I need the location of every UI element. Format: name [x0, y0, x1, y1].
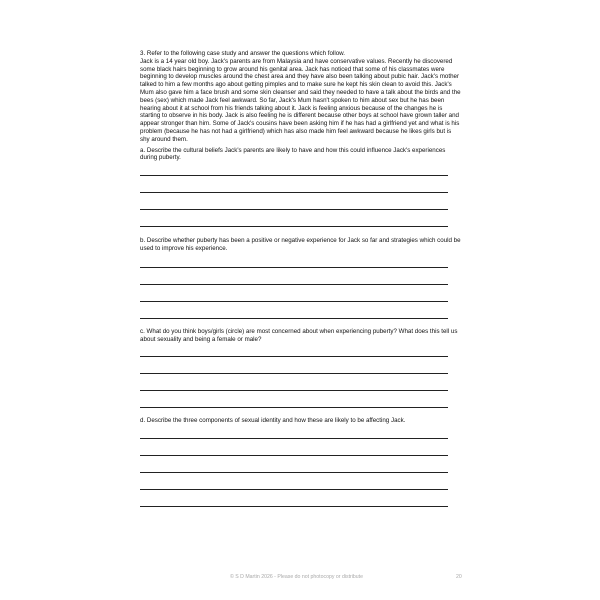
question-c: [140, 328, 462, 409]
question-a: [140, 147, 462, 228]
answer-line[interactable]: [140, 301, 448, 302]
case-study-heading: 3. Refer to the following case study and answer the questions which follow.: [140, 50, 345, 57]
answer-line[interactable]: [140, 472, 448, 473]
page-number: 20: [456, 574, 462, 580]
answer-line[interactable]: [140, 356, 448, 357]
answer-line[interactable]: [140, 175, 448, 176]
question-d: [140, 417, 462, 507]
answer-line[interactable]: [140, 192, 448, 193]
question-a-answer-area[interactable]: [140, 175, 462, 227]
case-study-text: Jack is a 14 year old boy. Jack's parents are from Malaysia and have conservative values. Recently he discovered some black hairs beginning to grow around his genital area. Jack has noticed that some of his classmates were beginning to develop muscles around the chest area and they have also been talking about pubic hair. Jack's mother talked to him a few months ago about getting pimples and to make sure he kept his skin clean to avoid this. Jack's Mum also gave him a face brush and some skin cleanser and said they needed to have a talk about the birds and the bees (sex) which made Jack feel awkward. So far, Jack's Mum hasn't spoken to him about sex but he has been hearing about it at school from his friends talking about it. Jack is feeling anxious because of the changes he is starting to observe in his body. Jack is also feeling he is different because other boys at school have grown taller and appear stronger than him. Some of Jack's cousins have been asking him if he has had a girlfriend yet and what is his problem (because he has not had a girlfriend) which has also made him feel awkward because he likes girls but is shy around them.: [140, 57, 461, 143]
question-b-text: b. Describe whether puberty has been a positive or negative experience for Jack so far and strategies which could be used to improve his experience.: [140, 237, 461, 252]
worksheet-content: [140, 50, 462, 507]
question-d-answer-area[interactable]: [140, 438, 462, 507]
answer-line[interactable]: [140, 226, 448, 227]
question-a-text: a. Describe the cultural beliefs Jack's parents are likely to have and how this could influence Jack's experiences during puberty.: [140, 146, 446, 162]
question-c-text: c. What do you think boys/girls (circle) are most concerned about when experiencing puberty? What does this tell us about sexuality and being a female or male?: [140, 327, 458, 343]
answer-line[interactable]: [140, 318, 448, 319]
answer-line[interactable]: [140, 390, 448, 391]
answer-line[interactable]: [140, 373, 448, 374]
answer-line[interactable]: [140, 407, 448, 408]
case-study: [140, 50, 462, 144]
copyright-notice: © S D Martin 2026 - Please do not photocopy or distribute: [230, 574, 364, 580]
answer-line[interactable]: [140, 455, 448, 456]
answer-line[interactable]: [140, 489, 448, 490]
answer-line[interactable]: [140, 438, 448, 439]
answer-line[interactable]: [140, 506, 448, 507]
answer-line[interactable]: [140, 267, 448, 268]
question-c-answer-area[interactable]: [140, 356, 462, 408]
question-b-answer-area[interactable]: [140, 267, 462, 319]
answer-line[interactable]: [140, 209, 448, 210]
question-d-text: d. Describe the three components of sexual identity and how these are likely to be affecting Jack.: [140, 417, 406, 425]
answer-line[interactable]: [140, 284, 448, 285]
question-b: [140, 237, 462, 319]
